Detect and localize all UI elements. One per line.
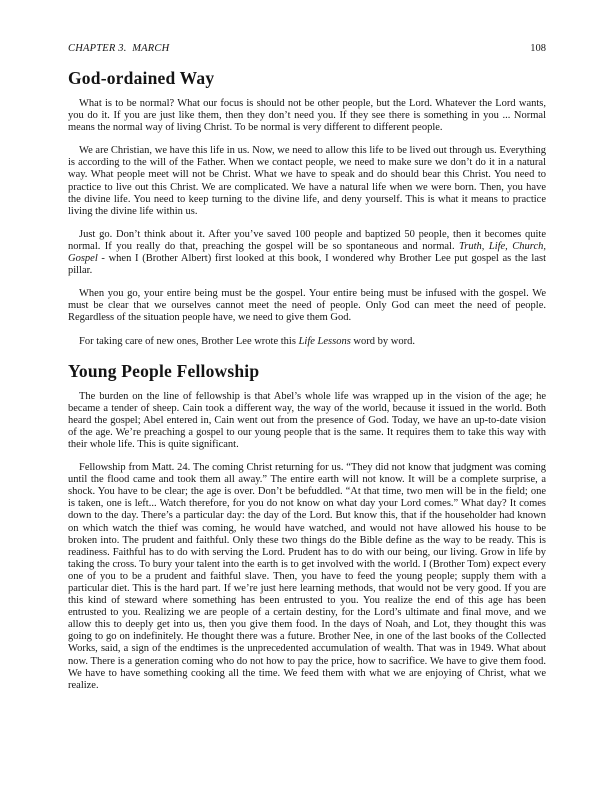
text-run: word by word. [350,335,415,347]
text-run: We are Christian, we have this life in us. Now, we need to allow this life to be lived out through us. Everything is according to the will of the Father. When we contact people, we need to make sure we don’t do it in a natural way. What people meet will not be Christ. What we have to speak and do should bear this Christ. You need to practice to live out this Christ. We are complicated. We have a natural life when we were born. Then, you have the divine life. You need to keep turning to the divine life, and deny yourself. This is what it means to practice living the divine life within us. [68,145,546,217]
text-run: - when I (Brother Albert) first looked at this book, I wondered why Brother Lee put gospel as the last pillar. [68,253,546,277]
italic-text-run: Truth, Life, Church, Gospel [68,240,546,265]
paragraph [68,336,546,348]
text-run: The burden on the line of fellowship is that Abel’s whole life was wrapped up in the vision of the age; he became a tender of sheep. Cain took a different way, the way of the world, because it issued in the world. Both heard the gospel; Abel entered in, Cain went out from the presence of God. Today, we have an up-to-date vision of the age. We’re preaching a gospel to our young people that is the same. It requires them to take this way with their whole life. This is quite significant. [68,390,546,450]
running-header [68,43,546,55]
paragraph [68,288,546,324]
text-run: Fellowship from Matt. 24. The coming Christ returning for us. “They did not know that judgment was coming until the flood came and took them all away.” The entire earth will not know. It will be a complete surprise, a shock. You have to be clear; the age is over. Don’t be befuddled. “At that time, two men will be in the field; one is taken, one is left... Watch therefore, for you do not know on what day your Lord comes.” What day? It comes down to the day. There’s a particular day: the day of the Lord. But know this, that if the householder had known on which watch the thief was coming, he would have watched, and would not have allowed his house to be broken into. The prudent and faithful. Only these two things do the Bible define as the way to be ready. This is readiness. Faithful has to do with serving the Lord. Prudent has to do with our being, our living. Grow in life by taking the cross. To bury your talent into the earth is to get involved with the world. I (Brother Tom) expect every one of you to be a prudent and faithful slave. Then, you have to feed the young people; supply them with a particular diet. This is the hard part. If we’re just here learning methods, that would not be very good. If you are this kind of steward where something has been entrusted to you. You realize the end of this age has been entrusted to you. Realizing we are people of a certain destiny, for the Lord’s ultimate and final move, and we allow this to deeply get into us, then you give them food. In the days of Noah, and Lot, they thought this was going to go on indefinitely. He thought there was a future. Brother Nee, in one of the last books of the Collected Works, said, a sign of the endtimes is the unprecedented accumulation of wealth. That was in 1949. What about now. There is a generation coming who do not how to pay the price, how to sacrifice. We have to give them food. We have to have something cooking all the time. We feed them with what we are enjoying of Christ, what we realize. [68,462,546,691]
text-run: What is to be normal? What our focus is should not be other people, but the Lord. Whatever the Lord wants, you do it. If you are just like them, then they don’t need you. If they see there is something in you ... Normal means the normal way of living Christ. To be normal is very different to different people. [68,98,546,134]
paragraph [68,391,546,451]
page-content [68,43,546,703]
section-heading: God-ordained Way [68,68,215,88]
chapter-header: CHAPTER 3. MARCH [68,43,170,54]
paragraph [68,229,546,277]
document-section [68,361,546,692]
paragraph [68,98,546,134]
section-heading: Young People Fellowship [68,360,260,381]
text-run: When you go, your entire being must be the gospel. Your entire being must be infused with the gospel. We must be clear that we ourselves cannot meet the need of people. Only God can meet the need of people. Regardless of the situation people have, we need to give them God. [68,288,546,324]
italic-text-run: Life Lessons [298,335,351,347]
text-run: For taking care of new ones, Brother Lee wrote this [79,335,299,347]
document-body [68,68,546,692]
document-section [68,68,546,348]
paragraph [68,145,546,218]
paragraph [68,462,546,692]
page-number: 108 [530,43,546,54]
text-run: Just go. Don’t think about it. After you’ve saved 100 people and baptized 50 people, then it becomes quite normal. If you really do that, preaching the gospel will be so spontaneous and normal. [68,228,546,252]
